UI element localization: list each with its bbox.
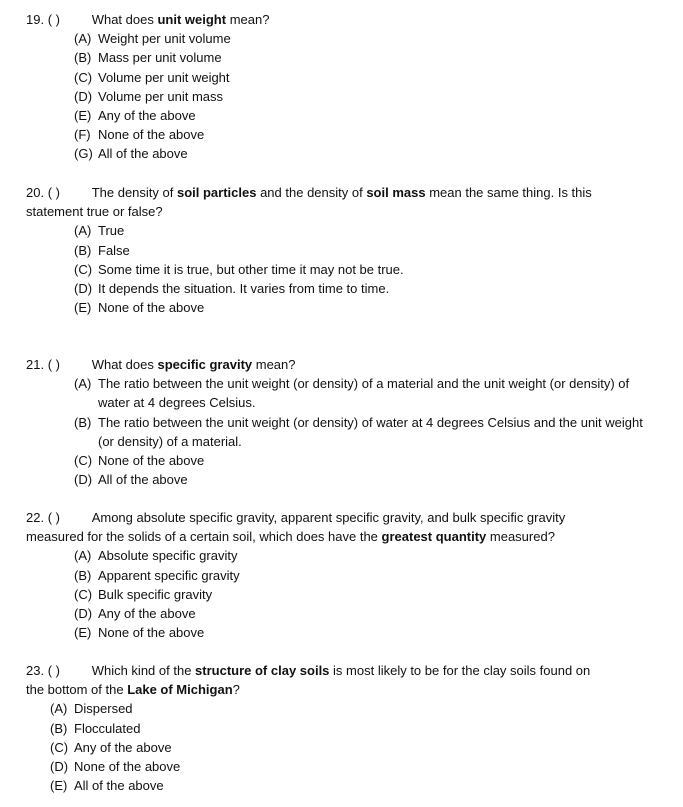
option-letter: (C) — [50, 739, 69, 755]
stem-text: measured? — [486, 529, 555, 545]
stem-bold: soil particles — [176, 185, 257, 200]
option-text: Dispersed — [74, 701, 133, 717]
question-23 — [0, 661, 683, 795]
option-text: Bulk specific gravity — [98, 586, 213, 602]
stem-bold: Lake of Michigan — [127, 682, 233, 698]
option-c — [74, 260, 654, 279]
option-letter: (F) — [74, 127, 91, 143]
option-text: All of the above — [74, 778, 164, 794]
option-letter: (B) — [74, 50, 92, 66]
option-letter: (B) — [74, 567, 92, 583]
option-letter: (D) — [74, 606, 93, 622]
stem-text: measured for the solids of a certain soil, which does have the — [26, 529, 382, 545]
option-text: Mass per unit volume — [98, 50, 222, 66]
option-letter: (A) — [74, 548, 92, 564]
stem-text: What does — [91, 357, 158, 372]
option-text: Apparent specific gravity — [98, 567, 240, 583]
option-e — [74, 623, 654, 642]
question-number: 20. — [26, 185, 45, 200]
option-letter: (E) — [74, 625, 92, 641]
option-letter: (D) — [74, 88, 93, 104]
option-text: Any of the above — [98, 108, 196, 124]
option-list — [0, 29, 683, 163]
option-letter: (C) — [74, 69, 93, 85]
option-letter: (D) — [50, 759, 69, 775]
option-a — [74, 221, 654, 240]
question-21 — [0, 355, 683, 489]
stem-text: statement true or false? — [26, 204, 163, 220]
stem-bold: unit weight — [157, 12, 227, 27]
option-text: Volume per unit weight — [98, 69, 230, 85]
option-text: False — [98, 242, 130, 258]
option-g — [74, 144, 654, 163]
option-a — [74, 546, 654, 565]
option-text: Volume per unit mass — [98, 88, 224, 104]
option-text: Any of the above — [74, 739, 172, 755]
question-stem — [26, 355, 626, 374]
option-d — [74, 604, 654, 623]
stem-bold: structure of clay soils — [195, 663, 330, 678]
option-letter: (C) — [74, 586, 93, 602]
option-letter: (B) — [74, 414, 92, 430]
answer-blank: ( ) — [47, 663, 60, 678]
stem-bold: specific gravity — [157, 357, 253, 372]
stem-text: is most likely to be for the clay soils found on — [329, 663, 591, 678]
question-stem — [26, 508, 626, 546]
option-list — [0, 374, 683, 489]
question-number: 21. — [26, 357, 45, 372]
question-stem — [26, 10, 626, 29]
option-letter: (A) — [50, 701, 68, 717]
option-text: None of the above — [98, 300, 205, 316]
option-letter: (E) — [74, 108, 92, 124]
option-text: The ratio between the unit weight (or density) of water at 4 degrees Celsius and the unit weight (or density) of a material. — [98, 414, 643, 449]
option-letter: (A) — [74, 223, 92, 239]
option-letter: (B) — [74, 242, 92, 258]
stem-text: mean the same thing. Is this — [425, 185, 592, 200]
option-text: Some time it is true, but other time it may not be true. — [98, 261, 404, 277]
option-b — [74, 48, 654, 67]
option-text: It depends the situation. It varies from time to time. — [98, 281, 390, 297]
option-list — [0, 546, 683, 642]
option-text: None of the above — [98, 453, 205, 469]
option-letter: (G) — [74, 146, 93, 162]
answer-blank: ( ) — [47, 12, 60, 27]
option-text: Weight per unit volume — [98, 31, 231, 47]
option-text: True — [98, 223, 125, 239]
stem-text: Which kind of the — [91, 663, 196, 678]
option-list — [0, 221, 683, 317]
stem-text: The density of — [91, 185, 177, 200]
option-a — [74, 29, 654, 48]
stem-bold: soil mass — [366, 185, 426, 200]
option-letter: (E) — [50, 778, 68, 794]
question-19 — [0, 10, 683, 164]
option-letter: (C) — [74, 261, 93, 277]
question-stem — [26, 661, 626, 699]
option-a — [50, 699, 630, 718]
stem-text: What does — [91, 12, 158, 27]
option-e — [74, 106, 654, 125]
option-letter: (A) — [74, 31, 92, 47]
question-number: 23. — [26, 663, 45, 678]
question-number: 22. — [26, 510, 45, 525]
option-letter: (E) — [74, 300, 92, 316]
option-d — [74, 279, 654, 298]
option-c — [74, 68, 654, 87]
option-e — [74, 298, 654, 317]
option-e — [50, 776, 630, 795]
option-b — [74, 413, 654, 451]
option-text: Flocculated — [74, 720, 141, 736]
stem-bold: greatest quantity — [381, 529, 487, 545]
option-d — [50, 757, 630, 776]
option-d — [74, 470, 654, 489]
option-a — [74, 374, 654, 412]
option-letter: (D) — [74, 472, 93, 488]
option-letter: (C) — [74, 453, 93, 469]
answer-blank: ( ) — [47, 510, 60, 525]
option-c — [50, 738, 630, 757]
stem-text: mean? — [252, 357, 296, 372]
option-text: None of the above — [98, 625, 205, 641]
option-f — [74, 125, 654, 144]
stem-text: ? — [232, 682, 240, 698]
option-letter: (B) — [50, 720, 68, 736]
option-letter: (D) — [74, 281, 93, 297]
option-list — [0, 699, 683, 795]
option-b — [74, 241, 654, 260]
answer-blank: ( ) — [47, 185, 60, 200]
option-b — [50, 719, 630, 738]
option-c — [74, 585, 654, 604]
question-stem — [26, 183, 626, 221]
question-22 — [0, 508, 683, 642]
option-c — [74, 451, 654, 470]
option-text: Absolute specific gravity — [98, 548, 238, 564]
option-text: None of the above — [74, 759, 181, 775]
stem-text: and the density of — [256, 185, 367, 200]
option-d — [74, 87, 654, 106]
option-text: None of the above — [98, 127, 205, 143]
option-text: All of the above — [98, 472, 188, 488]
stem-text: the bottom of the — [26, 682, 128, 698]
question-number: 19. — [26, 12, 45, 27]
stem-text: Among absolute specific gravity, apparent specific gravity, and bulk specific gravity — [91, 510, 566, 525]
stem-text: mean? — [226, 12, 270, 27]
question-20 — [0, 183, 683, 317]
option-text: The ratio between the unit weight (or density) of a material and the unit weight (or density) of water at 4 degrees Celsius. — [98, 376, 630, 411]
answer-blank: ( ) — [47, 357, 60, 372]
option-text: All of the above — [98, 146, 188, 162]
option-letter: (A) — [74, 376, 92, 392]
option-text: Any of the above — [98, 606, 196, 622]
option-b — [74, 566, 654, 585]
